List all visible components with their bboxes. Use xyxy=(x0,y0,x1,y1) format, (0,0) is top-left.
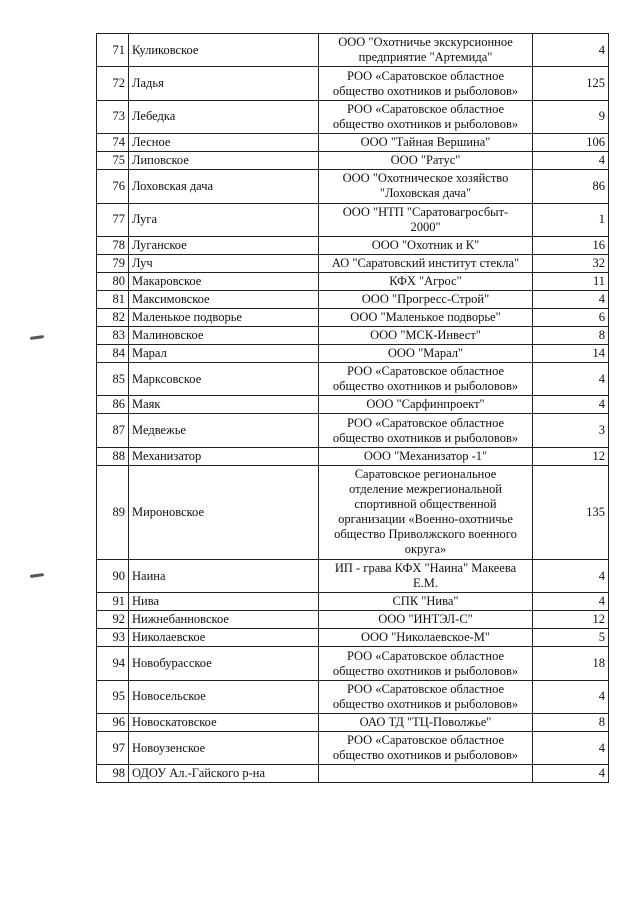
ground-name: Марксовское xyxy=(129,362,319,395)
count-value: 4 xyxy=(533,732,609,765)
table-row xyxy=(97,611,609,629)
row-number: 72 xyxy=(97,67,129,100)
table-row xyxy=(97,447,609,465)
table-row xyxy=(97,272,609,290)
table-row xyxy=(97,326,609,344)
row-number: 83 xyxy=(97,326,129,344)
organization-name: АО "Саратовский институт стекла" xyxy=(319,254,533,272)
row-number: 77 xyxy=(97,203,129,236)
ground-name: Луга xyxy=(129,203,319,236)
table-row xyxy=(97,67,609,100)
table-row xyxy=(97,100,609,133)
count-value: 8 xyxy=(533,326,609,344)
table-row xyxy=(97,647,609,680)
organization-name: РОО «Саратовское областное общество охотников и рыболовов» xyxy=(319,67,533,100)
ground-name: Марал xyxy=(129,344,319,362)
row-number: 98 xyxy=(97,765,129,783)
table-row xyxy=(97,362,609,395)
table-row xyxy=(97,308,609,326)
count-value: 4 xyxy=(533,559,609,592)
organization-name: РОО «Саратовское областное общество охотников и рыболовов» xyxy=(319,680,533,713)
table-row xyxy=(97,714,609,732)
table-row xyxy=(97,254,609,272)
ground-name: Механизатор xyxy=(129,447,319,465)
count-value: 4 xyxy=(533,362,609,395)
ground-name: Маленькое подворье xyxy=(129,308,319,326)
organization-name: ООО "Прогресс-Строй" xyxy=(319,290,533,308)
row-number: 73 xyxy=(97,100,129,133)
row-number: 90 xyxy=(97,559,129,592)
ground-name: Лесное xyxy=(129,134,319,152)
scan-mark xyxy=(30,336,46,341)
ground-name: Нива xyxy=(129,593,319,611)
ground-name: Николаевское xyxy=(129,629,319,647)
ground-name: Лебедка xyxy=(129,100,319,133)
count-value: 125 xyxy=(533,67,609,100)
count-value: 4 xyxy=(533,593,609,611)
count-value: 4 xyxy=(533,396,609,414)
table-row xyxy=(97,732,609,765)
count-value: 4 xyxy=(533,680,609,713)
organization-name xyxy=(319,765,533,783)
organization-name: ООО "Марал" xyxy=(319,344,533,362)
count-value: 1 xyxy=(533,203,609,236)
organization-name: ООО "МСК-Инвест" xyxy=(319,326,533,344)
ground-name: Лоховская дача xyxy=(129,170,319,203)
table-row xyxy=(97,414,609,447)
row-number: 97 xyxy=(97,732,129,765)
organization-name: ООО "Ратус" xyxy=(319,152,533,170)
organization-name: ООО "Механизатор -1" xyxy=(319,447,533,465)
organization-name: ООО "НТП "Саратовагросбыт- 2000" xyxy=(319,203,533,236)
row-number: 85 xyxy=(97,362,129,395)
ground-name: Луч xyxy=(129,254,319,272)
table-row xyxy=(97,593,609,611)
count-value: 4 xyxy=(533,34,609,67)
table-row xyxy=(97,170,609,203)
table-body xyxy=(97,34,609,783)
table-row xyxy=(97,680,609,713)
organization-name: ООО "Маленькое подворье" xyxy=(319,308,533,326)
table-row xyxy=(97,290,609,308)
table-row xyxy=(97,203,609,236)
organization-name: РОО «Саратовское областное общество охотников и рыболовов» xyxy=(319,732,533,765)
organization-name: ИП - грава КФХ "Наина" Макеева Е.М. xyxy=(319,559,533,592)
row-number: 94 xyxy=(97,647,129,680)
table-row xyxy=(97,34,609,67)
ground-name: Новосельское xyxy=(129,680,319,713)
organization-name: РОО «Саратовское областное общество охотников и рыболовов» xyxy=(319,414,533,447)
organization-name: ООО "ИНТЭЛ-С" xyxy=(319,611,533,629)
ground-name: ОДОУ Ал.-Гайского р-на xyxy=(129,765,319,783)
row-number: 81 xyxy=(97,290,129,308)
organization-name: ОАО ТД "ТЦ-Поволжье" xyxy=(319,714,533,732)
row-number: 84 xyxy=(97,344,129,362)
table-row xyxy=(97,559,609,592)
count-value: 4 xyxy=(533,765,609,783)
ground-name: Ладья xyxy=(129,67,319,100)
row-number: 79 xyxy=(97,254,129,272)
count-value: 18 xyxy=(533,647,609,680)
count-value: 4 xyxy=(533,152,609,170)
ground-name: Новоузенское xyxy=(129,732,319,765)
row-number: 93 xyxy=(97,629,129,647)
ground-name: Мироновское xyxy=(129,465,319,559)
ground-name: Новобурасское xyxy=(129,647,319,680)
ground-name: Луганское xyxy=(129,236,319,254)
count-value: 12 xyxy=(533,447,609,465)
organization-name: СПК "Нива" xyxy=(319,593,533,611)
count-value: 135 xyxy=(533,465,609,559)
count-value: 86 xyxy=(533,170,609,203)
count-value: 6 xyxy=(533,308,609,326)
organization-name: ООО "Николаевское-М" xyxy=(319,629,533,647)
count-value: 32 xyxy=(533,254,609,272)
count-value: 11 xyxy=(533,272,609,290)
ground-name: Малиновское xyxy=(129,326,319,344)
count-value: 14 xyxy=(533,344,609,362)
row-number: 76 xyxy=(97,170,129,203)
organization-name: ООО "Сарфинпроект" xyxy=(319,396,533,414)
row-number: 82 xyxy=(97,308,129,326)
count-value: 4 xyxy=(533,290,609,308)
table-row xyxy=(97,134,609,152)
row-number: 92 xyxy=(97,611,129,629)
ground-name: Макаровское xyxy=(129,272,319,290)
row-number: 75 xyxy=(97,152,129,170)
organization-name: РОО «Саратовское областное общество охотников и рыболовов» xyxy=(319,100,533,133)
count-value: 106 xyxy=(533,134,609,152)
row-number: 86 xyxy=(97,396,129,414)
count-value: 3 xyxy=(533,414,609,447)
row-number: 80 xyxy=(97,272,129,290)
organization-name: ООО "Охотничье экскурсионное предприятие "Артемида" xyxy=(319,34,533,67)
ground-name: Медвежье xyxy=(129,414,319,447)
row-number: 91 xyxy=(97,593,129,611)
organization-name: КФХ "Агрос" xyxy=(319,272,533,290)
ground-name: Наина xyxy=(129,559,319,592)
hunting-grounds-table xyxy=(96,33,609,783)
table-row xyxy=(97,344,609,362)
table-row xyxy=(97,236,609,254)
count-value: 5 xyxy=(533,629,609,647)
ground-name: Нижнебанновское xyxy=(129,611,319,629)
row-number: 78 xyxy=(97,236,129,254)
organization-name: ООО "Охотник и К" xyxy=(319,236,533,254)
row-number: 96 xyxy=(97,714,129,732)
ground-name: Куликовское xyxy=(129,34,319,67)
ground-name: Новоскатовское xyxy=(129,714,319,732)
count-value: 16 xyxy=(533,236,609,254)
organization-name: Саратовское региональное отделение межрегиональной спортивной общественной организации «Военно-охотничье общество Приволжского военного округа» xyxy=(319,465,533,559)
row-number: 88 xyxy=(97,447,129,465)
organization-name: РОО «Саратовское областное общество охотников и рыболовов» xyxy=(319,362,533,395)
row-number: 87 xyxy=(97,414,129,447)
row-number: 74 xyxy=(97,134,129,152)
table-row xyxy=(97,765,609,783)
row-number: 95 xyxy=(97,680,129,713)
count-value: 12 xyxy=(533,611,609,629)
count-value: 9 xyxy=(533,100,609,133)
ground-name: Максимовское xyxy=(129,290,319,308)
scan-mark xyxy=(30,574,46,579)
organization-name: ООО "Тайная Вершина" xyxy=(319,134,533,152)
organization-name: РОО «Саратовское областное общество охотников и рыболовов» xyxy=(319,647,533,680)
table-row xyxy=(97,152,609,170)
organization-name: ООО "Охотническое хозяйство "Лоховская дача" xyxy=(319,170,533,203)
table-row xyxy=(97,629,609,647)
row-number: 71 xyxy=(97,34,129,67)
count-value: 8 xyxy=(533,714,609,732)
ground-name: Маяк xyxy=(129,396,319,414)
row-number: 89 xyxy=(97,465,129,559)
ground-name: Липовское xyxy=(129,152,319,170)
table-row xyxy=(97,396,609,414)
table-row xyxy=(97,465,609,559)
